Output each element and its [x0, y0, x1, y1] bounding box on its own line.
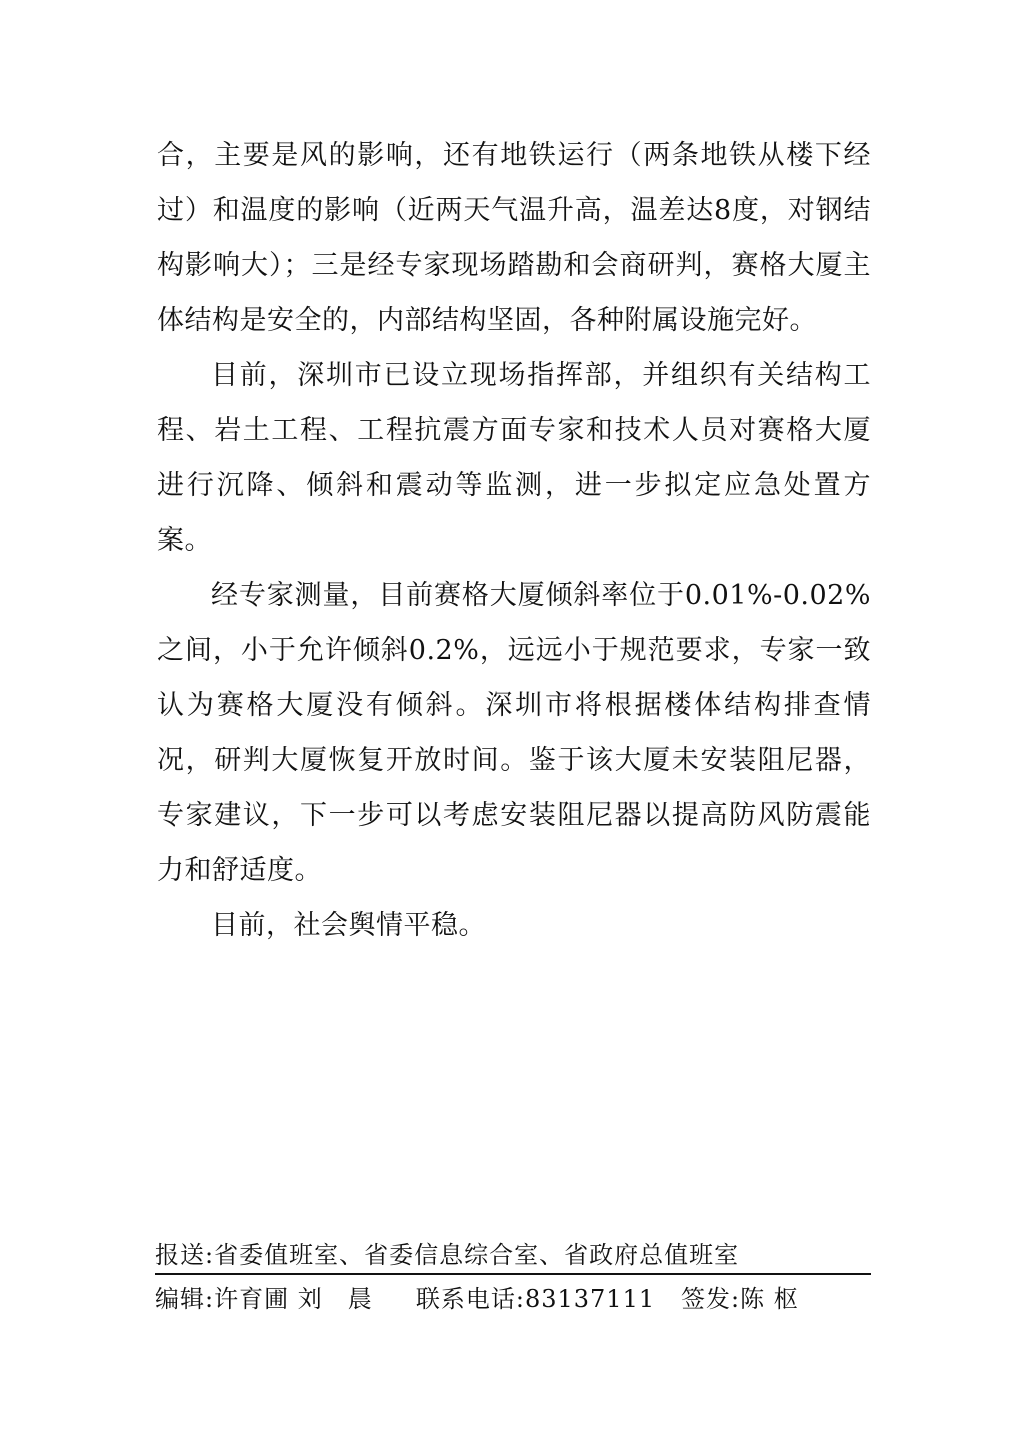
footer-send-to: 报送:省委值班室、省委信息综合室、省政府总值班室	[155, 1241, 740, 1269]
footer-divider	[155, 1273, 871, 1275]
paragraph-command-post: 目前，深圳市已设立现场指挥部，并组织有关结构工程、岩土工程、工程抗震方面专家和技术人员对赛格大厦进行沉降、倾斜和震动等监测，进一步拟定应急处置方案。	[157, 360, 871, 556]
paragraph-public-opinion: 目前，社会舆情平稳。	[211, 910, 486, 941]
footer-editors: 编辑:许育圃 刘 晨	[155, 1285, 373, 1313]
footer-contact: 联系电话:83137111	[415, 1285, 656, 1313]
paragraph-continuation: 合，主要是风的影响，还有地铁运行（两条地铁从楼下经过）和温度的影响（近两天气温升高，温差达8度，对钢结构影响大）；三是经专家现场踏勘和会商研判，赛格大厦主体结构是安全的，内部结构坚固，各种附属设施完好。	[157, 140, 871, 336]
footer-meta	[155, 1284, 871, 1314]
paragraph-tilt-measurement: 经专家测量，目前赛格大厦倾斜率位于0.01%-0.02%之间，小于允许倾斜0.2%，远远小于规范要求，专家一致认为赛格大厦没有倾斜。深圳市将根据楼体结构排查情况，研判大厦恢复开放时间。鉴于该大厦未安装阻尼器，专家建议，下一步可以考虑安装阻尼器以提高防风防震能力和舒适度。	[157, 580, 871, 886]
document-body	[157, 128, 871, 953]
footer-signer: 签发:陈 枢	[681, 1285, 799, 1313]
